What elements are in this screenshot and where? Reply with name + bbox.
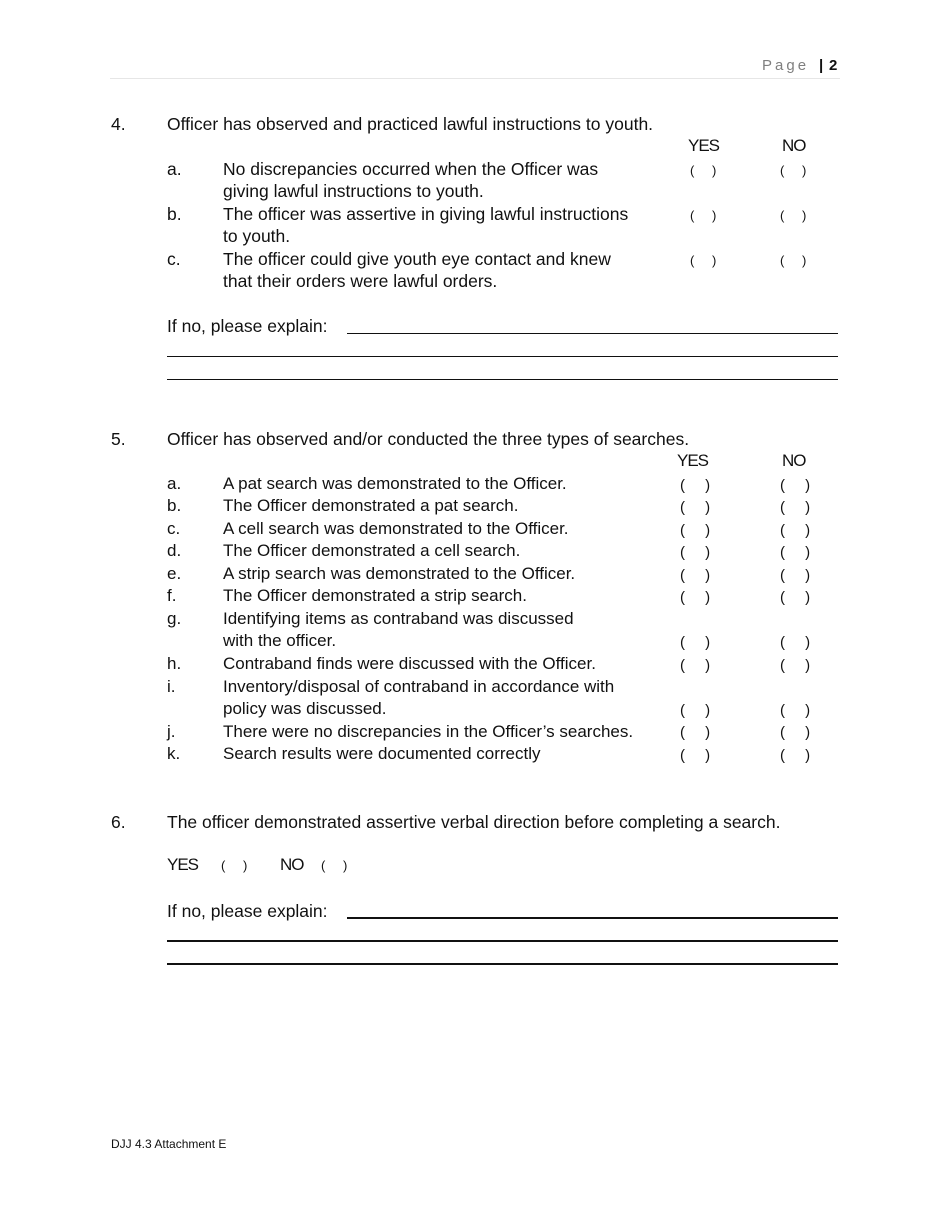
question-text: Officer has observed and/or conducted the three types of searches. <box>167 429 690 449</box>
yes-checkbox[interactable]: ( ) <box>680 702 719 719</box>
item-text: The Officer demonstrated a strip search. <box>223 586 527 605</box>
no-checkbox[interactable]: ( ) <box>780 163 814 178</box>
explain-label: If no, please explain: <box>167 316 328 336</box>
question-text: Officer has observed and practiced lawful instructions to youth. <box>167 114 654 134</box>
yes-column-header: YES <box>688 136 720 155</box>
item-text-cont: giving lawful instructions to youth. <box>223 181 484 201</box>
item-letter: a. <box>167 474 182 493</box>
item-letter: j. <box>167 722 176 741</box>
no-column-header: NO <box>782 451 806 470</box>
yes-column-header: YES <box>677 451 709 470</box>
explain-line-3[interactable] <box>167 963 838 965</box>
item-text: The officer could give youth eye contact and knew <box>223 249 611 269</box>
item-letter: i. <box>167 677 176 696</box>
question-text: The officer demonstrated assertive verbal direction before completing a search. <box>167 812 781 832</box>
item-letter: c. <box>167 249 181 269</box>
question-number: 6. <box>111 812 126 832</box>
item-text: There were no discrepancies in the Officer’s searches. <box>223 722 634 741</box>
no-column-header: NO <box>782 136 806 155</box>
yes-checkbox[interactable]: ( ) <box>680 567 719 584</box>
yes-checkbox[interactable]: ( ) <box>680 724 719 741</box>
page-separator: | <box>819 57 824 74</box>
no-checkbox[interactable]: ( ) <box>780 208 814 223</box>
no-checkbox[interactable]: ( ) <box>780 477 819 494</box>
yes-checkbox[interactable]: ( ) <box>680 589 719 606</box>
item-text: The Officer demonstrated a pat search. <box>223 496 519 515</box>
item-text-cont: with the officer. <box>223 631 337 650</box>
yes-checkbox[interactable]: ( ) <box>690 163 724 178</box>
no-checkbox[interactable]: ( ) <box>780 589 819 606</box>
item-letter: b. <box>167 204 182 224</box>
no-checkbox[interactable]: ( ) <box>780 567 819 584</box>
item-text: The Officer demonstrated a cell search. <box>223 541 521 560</box>
item-letter: h. <box>167 654 182 673</box>
yes-checkbox[interactable]: ( ) <box>680 544 719 561</box>
yes-checkbox[interactable]: ( ) <box>690 253 724 268</box>
no-checkbox[interactable]: ( ) <box>780 724 819 741</box>
yes-checkbox[interactable]: ( ) <box>680 499 719 516</box>
header-rule <box>110 78 840 79</box>
no-checkbox[interactable]: ( ) <box>780 522 819 539</box>
item-text: A cell search was demonstrated to the Officer. <box>223 519 569 538</box>
no-checkbox[interactable]: ( ) <box>780 747 819 764</box>
item-text: Identifying items as contraband was discussed <box>223 609 574 628</box>
item-letter: f. <box>167 586 177 605</box>
item-letter: c. <box>167 519 181 538</box>
yes-checkbox[interactable]: ( ) <box>690 208 724 223</box>
explain-line-3[interactable] <box>167 379 838 380</box>
yes-checkbox[interactable]: ( ) <box>680 477 719 494</box>
item-letter: k. <box>167 744 181 763</box>
item-text: The officer was assertive in giving lawful instructions <box>223 204 629 224</box>
yes-checkbox[interactable]: ( ) <box>680 657 719 674</box>
yes-checkbox[interactable]: ( ) <box>221 858 255 873</box>
question-number: 4. <box>111 114 126 134</box>
item-text: Contraband finds were discussed with the Officer. <box>223 654 596 673</box>
item-text: A pat search was demonstrated to the Officer. <box>223 474 567 493</box>
explain-line-1[interactable] <box>347 917 838 919</box>
item-text: Inventory/disposal of contraband in accordance with <box>223 677 615 696</box>
item-text: No discrepancies occurred when the Officer was <box>223 159 599 179</box>
yes-label: YES <box>167 855 199 874</box>
item-text: Search results were documented correctly <box>223 744 541 763</box>
no-checkbox[interactable]: ( ) <box>780 544 819 561</box>
item-letter: b. <box>167 496 182 515</box>
page-number: 2 <box>829 57 838 74</box>
explain-line-2[interactable] <box>167 940 838 942</box>
yes-checkbox[interactable]: ( ) <box>680 522 719 539</box>
page-label: Page <box>762 57 810 74</box>
no-checkbox[interactable]: ( ) <box>321 858 355 873</box>
footer-text: DJJ 4.3 Attachment E <box>111 1137 227 1151</box>
no-label: NO <box>280 855 304 874</box>
no-checkbox[interactable]: ( ) <box>780 253 814 268</box>
no-checkbox[interactable]: ( ) <box>780 634 819 651</box>
item-letter: d. <box>167 541 182 560</box>
item-letter: g. <box>167 609 182 628</box>
item-letter: e. <box>167 564 182 583</box>
item-text-cont: policy was discussed. <box>223 699 387 718</box>
no-checkbox[interactable]: ( ) <box>780 499 819 516</box>
item-letter: a. <box>167 159 182 179</box>
question-number: 5. <box>111 429 126 449</box>
explain-line-1[interactable] <box>347 333 838 334</box>
item-text-cont: to youth. <box>223 226 291 246</box>
item-text: A strip search was demonstrated to the Officer. <box>223 564 576 583</box>
item-text-cont: that their orders were lawful orders. <box>223 271 498 291</box>
explain-line-2[interactable] <box>167 356 838 357</box>
no-checkbox[interactable]: ( ) <box>780 657 819 674</box>
yes-checkbox[interactable]: ( ) <box>680 634 719 651</box>
yes-checkbox[interactable]: ( ) <box>680 747 719 764</box>
explain-label: If no, please explain: <box>167 901 328 921</box>
no-checkbox[interactable]: ( ) <box>780 702 819 719</box>
